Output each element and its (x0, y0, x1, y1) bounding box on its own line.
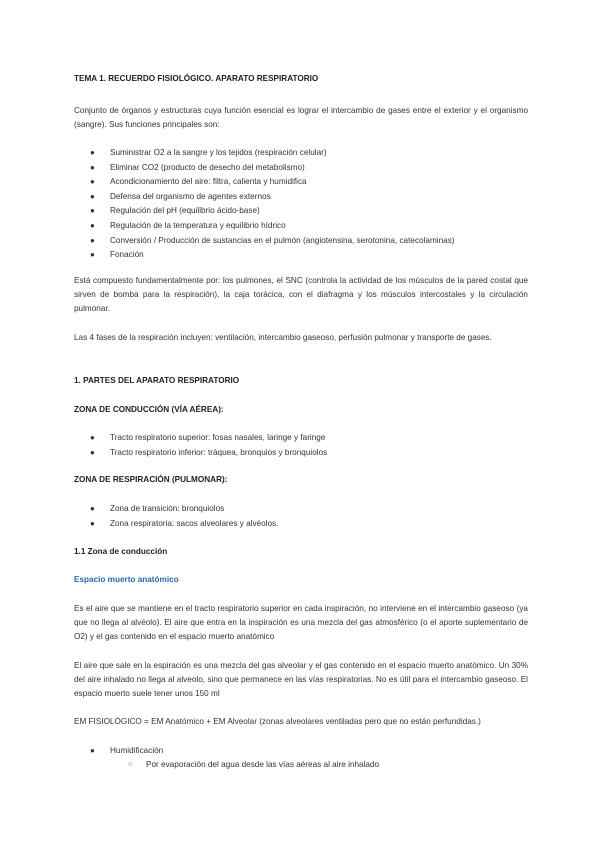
bullet-icon: ● (90, 447, 95, 457)
list-item: ● Regulación del pH (equilibrio ácido-base) (74, 204, 528, 219)
bullet-icon: ● (90, 518, 95, 528)
functions-list (74, 146, 528, 263)
dead-space-paragraph-2: El aire que sale en la espiración es una mezcla del gas alveolar y el gas contenido en el espacio muerto anatómico. Un 30% del aire inhalado no llega al alveolo, sino que permanece en las vías respiratorias. No es útil para el intercambio gaseoso. El espacio muerto suele tener unos 150 ml (74, 661, 528, 698)
bullet-icon: ● (90, 162, 95, 172)
list-item: ● Tracto respiratorio inferior: tráquea, bronquios y bronquiolos (74, 446, 528, 461)
phases-paragraph: Las 4 fases de la respiración incluyen: ventilación, intercambio gaseoso, perfusión pulmonar y transporte de gases. (74, 333, 492, 342)
list-item: ○ Por evaporación del agua desde las vías aéreas al aire inhalado (74, 758, 528, 773)
list-item: ● Eliminar CO2 (producto de desecho del metabolismo) (74, 161, 528, 176)
bullet-icon: ● (90, 220, 95, 230)
bullet-icon: ● (90, 250, 95, 260)
section-heading: 1. PARTES DEL APARATO RESPIRATORIO (74, 376, 240, 385)
list-item: ● Suministrar O2 a la sangre y los tejidos (respiración celular) (74, 146, 528, 161)
bullet-icon: ● (90, 235, 95, 245)
conduction-zone-heading: ZONA DE CONDUCCIÓN (VÍA AÉREA): (74, 405, 224, 414)
dead-space-paragraph-1: Es el aire que se mantiene en el tracto respiratorio superior en cada inspiración, no interviene en el intercambio gaseoso (ya que no llega al alvéolo). El aire que entra en la inspiración es una mezcla del gas atmosférico (o el aporte suplementario de O2) y el gas contenido en el espacio muerto anatómico (74, 604, 528, 641)
circle-bullet-icon: ○ (128, 761, 133, 768)
intro-paragraph: Conjunto de órganos y estructuras cuya función esencial es lograr el intercambio de gases entre el exterior y el organismo (sangre). Sus funciones principales son: (74, 106, 528, 129)
list-item: ● Zona respiratoria: sacos alveolares y alvéolos. (74, 517, 528, 532)
bullet-icon: ● (90, 206, 95, 216)
list-item: ● Humidificación (74, 744, 528, 759)
list-item: ● Regulación de la temperatura y equilibrio hídrico (74, 219, 528, 234)
bullet-icon: ● (90, 177, 95, 187)
respiration-zone-heading: ZONA DE RESPIRACIÓN (PULMONAR): (74, 475, 228, 484)
bullet-icon: ● (90, 191, 95, 201)
humidification-sublist (74, 758, 528, 773)
list-item: ● Zona de transición: bronquiolos (74, 502, 528, 517)
list-item: ● Fonación (74, 248, 528, 263)
page-title: TEMA 1. RECUERDO FISIOLÓGICO. APARATO RESPIRATORIO (74, 74, 319, 83)
subsection-heading: 1.1 Zona de conducción (74, 547, 168, 556)
humidification-list (74, 744, 528, 759)
formula-paragraph: EM FISIOLÓGICO = EM Anatómico + EM Alveolar (zonas alveolares ventiladas pero que no están perfundidas.) (74, 717, 481, 726)
conduction-list (74, 431, 528, 460)
bullet-icon: ● (90, 148, 95, 157)
bullet-icon: ● (90, 504, 95, 513)
list-item: ● Tracto respiratorio superior: fosas nasales, laringe y faringe (74, 431, 528, 446)
bullet-icon: ● (90, 433, 95, 442)
list-item: ● Acondicionamiento del aire: filtra, calienta y humidifica (74, 175, 528, 190)
respiration-list (74, 502, 528, 531)
list-item: ● Defensa del organismo de agentes externos (74, 190, 528, 205)
composition-paragraph: Está compuesto fundamentalmente por: los pulmones, el SNC (controla la actividad de los músculos de la pared costal que sirven de bomba para la respiración), la caja torácica, con el diafragma y los músculos intercostales y la circulación pulmonar. (74, 276, 528, 313)
dead-space-heading: Espacio muerto anatómico (74, 575, 179, 584)
bullet-icon: ● (90, 746, 95, 755)
list-item: ● Conversión / Producción de sustancias en el pulmón (angiotensina, serotonina, catecolaminas) (74, 234, 528, 249)
